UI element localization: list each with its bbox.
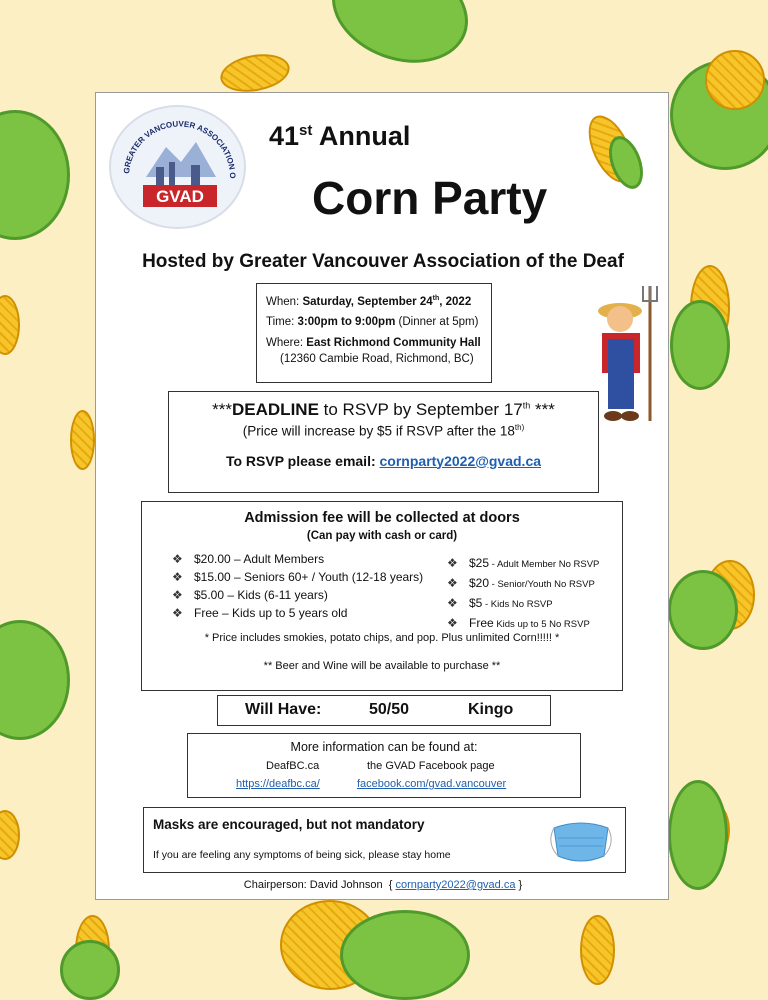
rsvp-email-link[interactable]: cornparty2022@gvad.ca [379,452,542,469]
price-item: ❖ $15.00 – Seniors 60+ / Youth (12-18 years) [172,570,424,584]
will-have-box [217,695,551,726]
rsvp-deadline-box [168,391,599,493]
price-item: ❖ $5 - Kids No RSVP [447,596,553,610]
chairperson-line: Chairperson: David Johnson { cornparty2022@gvad.ca } [243,879,523,891]
face-mask-icon [546,818,616,866]
beer-wine-note: ** Beer and Wine will be available to purchase ** [263,660,501,672]
price-item: ❖ $20.00 – Adult Members [172,552,325,566]
event-where: Where: East Richmond Community Hall [266,336,481,349]
event-details-box [256,283,492,383]
corn-icon [581,105,651,195]
gvad-logo [109,105,246,229]
price-item: ❖ $25 - Adult Member No RSVP [447,556,600,570]
facebook-label: the GVAD Facebook page [367,760,495,772]
more-info-title: More information can be found at: [290,740,478,754]
will-have-item: Kingo [468,701,514,718]
facebook-link[interactable]: facebook.com/gvad.vancouver [357,778,507,790]
farmer-illustration [588,281,663,426]
will-have-item: 50/50 [369,701,410,718]
deafbc-link[interactable]: https://deafbc.ca/ [236,778,320,790]
admission-title: Admission fee will be collected at doors [244,510,520,526]
event-address: (12360 Cambie Road, Richmond, BC) [280,352,474,365]
price-item: ❖ Free Kids up to 5 No RSVP [447,616,590,630]
price-item: ❖ $5.00 – Kids (6-11 years) [172,588,328,602]
page-title: Corn Party [312,172,548,224]
masks-box [143,807,626,873]
rsvp-email-line: To RSVP please email: cornparty2022@gvad.ca [225,452,542,469]
price-item: ❖ Free – Kids up to 5 years old [172,606,348,620]
member-price-list [172,550,423,622]
hosted-by: Hosted by Greater Vancouver Association of the Deaf [142,251,624,272]
more-info-box [187,733,581,798]
price-increase-note: (Price will increase by $5 if RSVP after the $18^{th)}$ [242,423,525,439]
admission-subtitle: (Can pay with cash or card) [306,530,458,542]
event-time: Time: 3:00pm to 9:00pm (Dinner at 5pm) [266,315,479,328]
will-have-label: Will Have: [245,701,322,718]
masks-text: If you are feeling any symptoms of being sick, please stay home [153,849,451,861]
deadline-text: ***DEADLINE to RSVP by September 17th *** [212,400,555,419]
annual-heading: 41st Annual [269,121,411,151]
event-when: When: Saturday, September 24th, 2022 [266,295,472,308]
svg-text:GVAD: GVAD [156,187,204,206]
masks-title: Masks are encouraged, but not mandatory [153,817,425,832]
chairperson-email-link[interactable]: cornparty2022@gvad.ca [395,879,516,891]
svg-text:GREATER VANCOUVER ASSOCIATION: GREATER VANCOUVER ASSOCIATION O [122,119,238,179]
admission-box [141,501,623,691]
flyer [95,92,669,900]
deafbc-label: DeafBC.ca [266,760,320,772]
price-item: ❖ $20 - Senior/Youth No RSVP [447,576,595,590]
price-includes: * Price includes smokies, potato chips, and pop. Plus unlimited Corn!!!!! * [204,632,560,644]
no-rsvp-price-list [447,554,599,634]
